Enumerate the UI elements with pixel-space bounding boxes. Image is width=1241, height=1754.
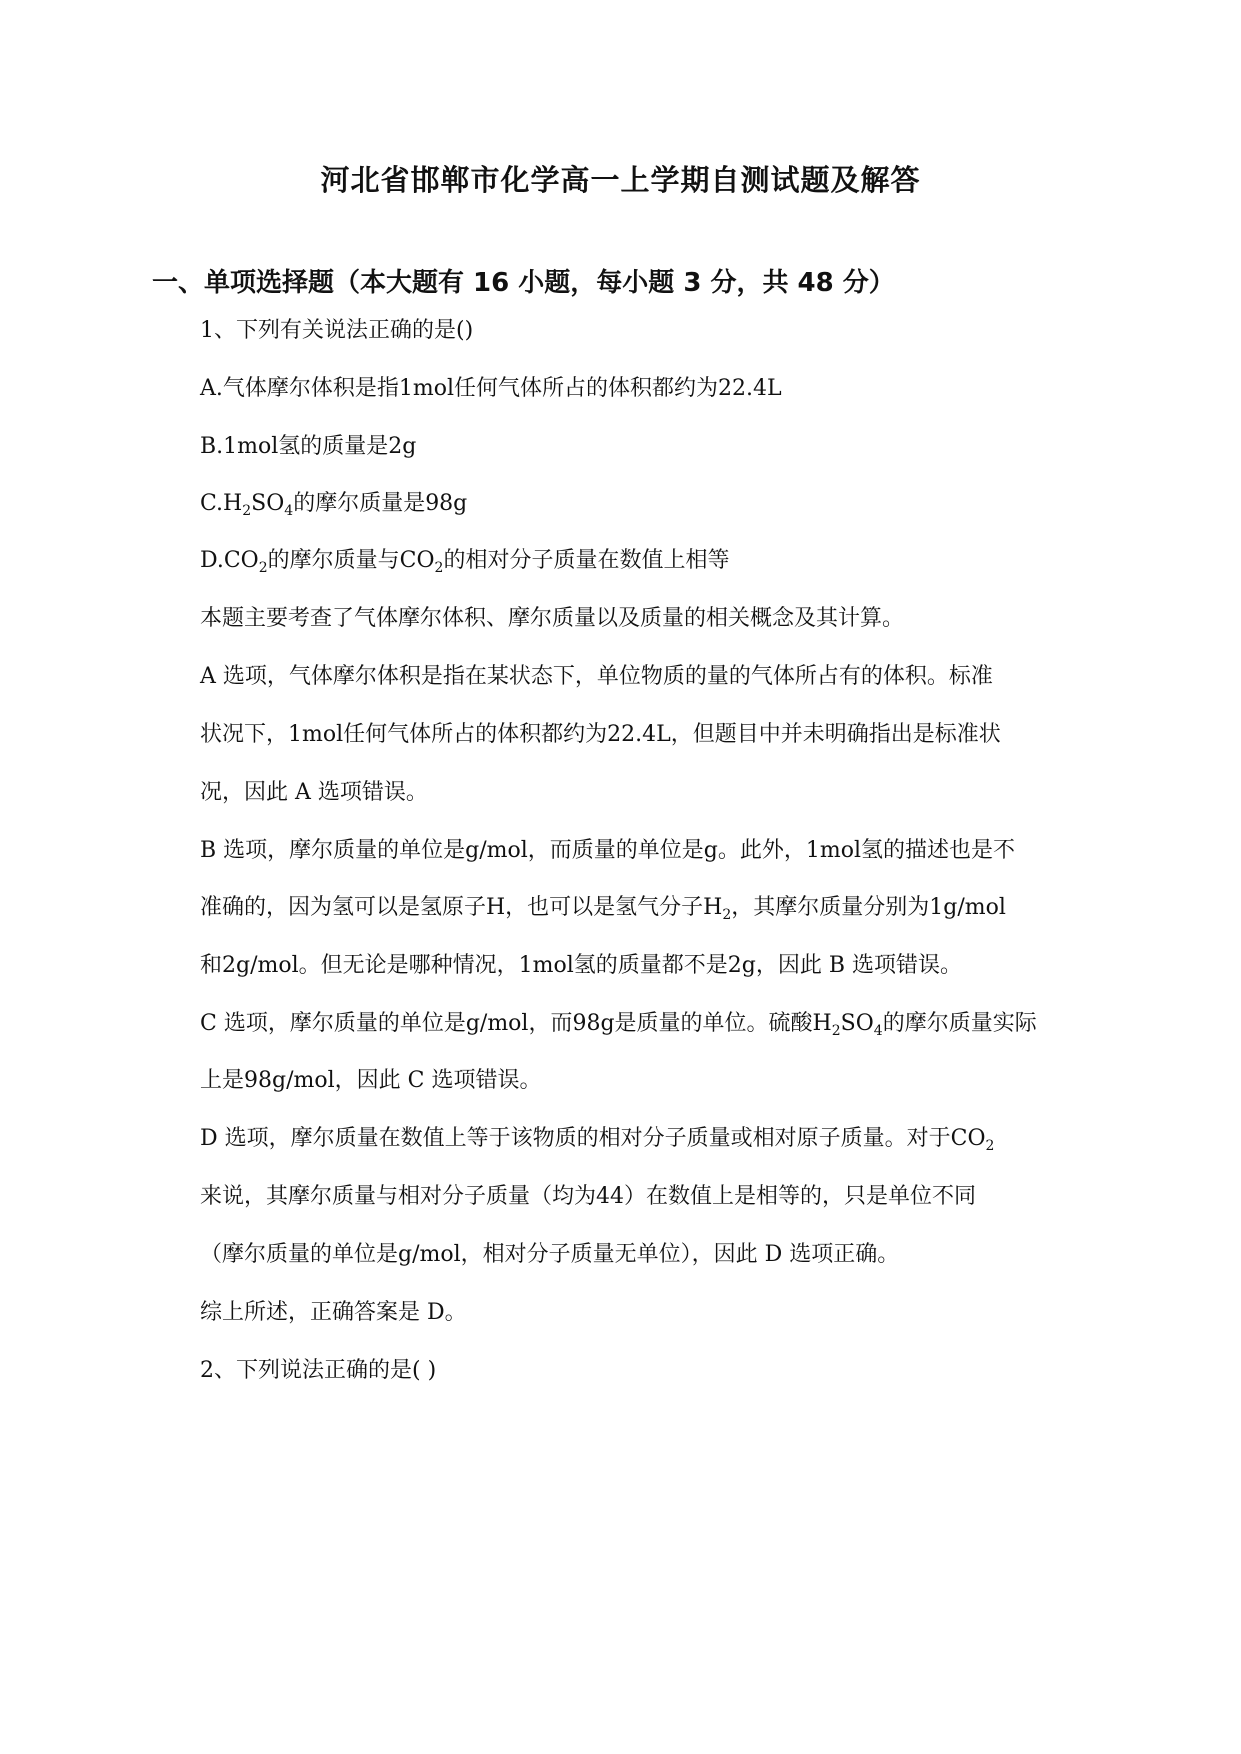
explanation-intro: 本题主要考查了气体摩尔体积、摩尔质量以及质量的相关概念及其计算。	[200, 606, 905, 631]
explanation-d-line-1: D 选项，摩尔质量在数值上等于该物质的相对分子质量或相对原子质量。对于$CO_2$	[200, 1126, 995, 1154]
explanation-a-line-2: 状况下，1mol任何气体所占的体积都约为22.4L，但题目中并未明确指出是标准状	[200, 722, 1001, 747]
explanation-a-line-3: 况，因此 A 选项错误。	[200, 780, 428, 805]
option-c: $C.H_2SO_4$的摩尔质量是98g	[200, 491, 468, 519]
explanation-b-line-1: B 选项，摩尔质量的单位是g/mol，而质量的单位是g。此外，1mol氢的描述也是不	[200, 838, 1016, 863]
explanation-c-line-1: C 选项，摩尔质量的单位是g/mol，而98g是质量的单位。硫酸$H_2SO_4$的摩尔质量实际	[200, 1011, 1037, 1039]
question-2-stem: 2、下列说法正确的是( )	[200, 1358, 437, 1383]
explanation-c-line-2: 上是98g/mol，因此 C 选项错误。	[200, 1068, 542, 1093]
option-a: A.气体摩尔体积是指1mol任何气体所占的体积都约为22.4L	[200, 376, 782, 401]
option-b: B.1mol氢的质量是2g	[200, 434, 417, 459]
explanation-d-line-2: 来说，其摩尔质量与相对分子质量（均为44）在数值上是相等的，只是单位不同	[200, 1184, 976, 1209]
option-d: $D.CO_2$的摩尔质量与$CO_2$的相对分子质量在数值上相等	[200, 548, 730, 576]
explanation-a-line-1: A 选项，气体摩尔体积是指在某状态下，单位物质的量的气体所占有的体积。标准	[200, 664, 993, 689]
explanation-b-line-2: 准确的，因为氢可以是氢原子H，也可以是氢气分子$H_2$，其摩尔质量分别为1g/mol	[200, 895, 1006, 923]
question-1-stem: 1、下列有关说法正确的是()	[200, 318, 474, 343]
explanation-d-line-3: （摩尔质量的单位是g/mol，相对分子质量无单位），因此 D 选项正确。	[200, 1242, 900, 1267]
section-heading: 一、单项选择题（本大题有 16 小题，每小题 3 分，共 48 分）	[152, 268, 895, 298]
explanation-b-line-3: 和2g/mol。但无论是哪种情况，1mol氢的质量都不是2g，因此 B 选项错误。	[200, 953, 963, 978]
page-title: 河北省邯郸市化学高一上学期自测试题及解答	[320, 163, 921, 197]
conclusion: 综上所述，正确答案是 D。	[200, 1300, 467, 1325]
